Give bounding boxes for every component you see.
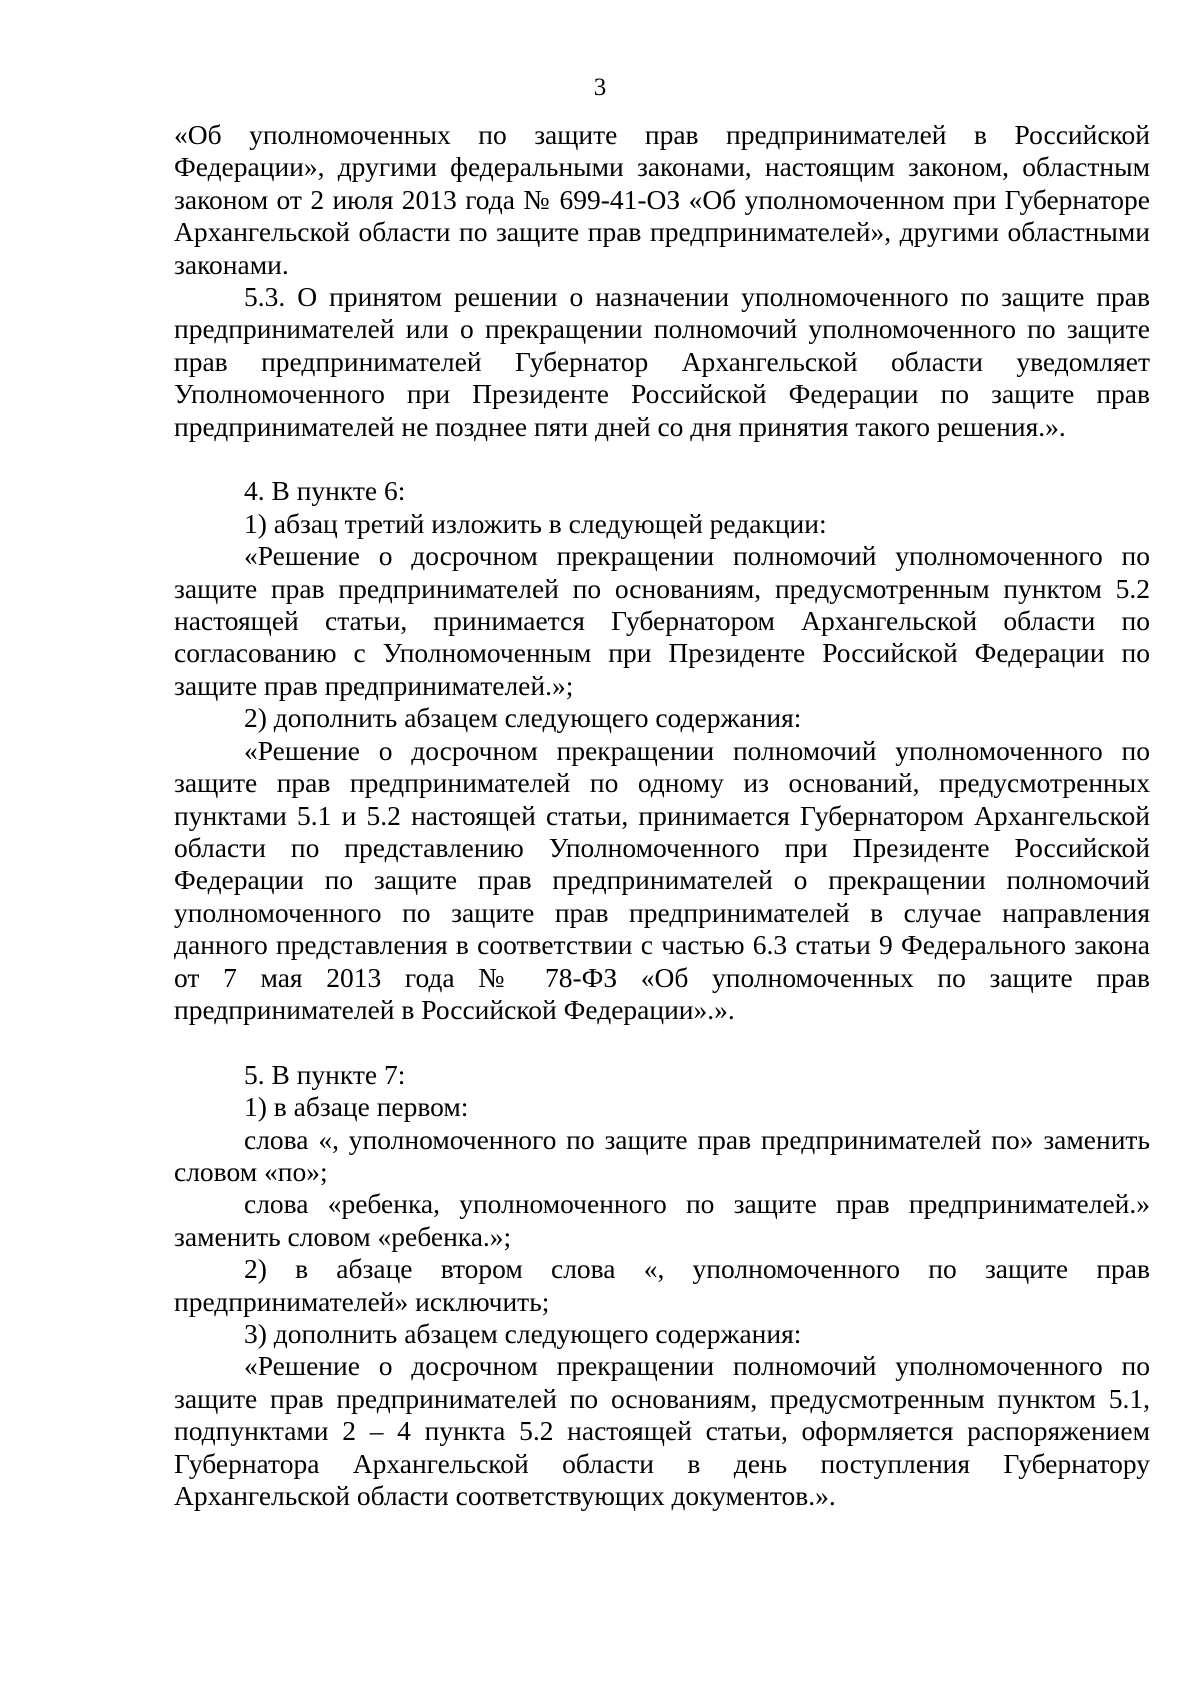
paragraph-5-1: 1) в абзаце первом: <box>244 1091 469 1123</box>
paragraph-4-2: 2) дополнить абзацем следующего содержания: <box>244 702 802 734</box>
paragraph-5-1-words-a: слова «, уполномоченного по защите прав предпринимателей по» заменить словом «по»; <box>174 1123 1150 1187</box>
page-number: 3 <box>593 74 607 101</box>
paragraph-5-1-words-b: слова «ребенка, уполномоченного по защите прав предпринимателей.» заменить словом «ребенка.»; <box>174 1188 1150 1252</box>
paragraph-5-3-quote: «Решение о досрочном прекращении полномочий уполномоченного по защите прав предпринимателей по основаниям, предусмотренным пунктом 5.1, подпунктами 2 – 4 пункта 5.2 настоящей статьи, оформляется распоряжением Губернатора Архангельской области в день поступления Губернатору Архангельской области соответствующих документов.». <box>174 1350 1150 1512</box>
heading-item-5: 5. В пункте 7: <box>244 1058 406 1090</box>
paragraph-4-1: 1) абзац третий изложить в следующей редакции: <box>244 507 827 539</box>
paragraph-4-2-quote: «Решение о досрочном прекращении полномочий уполномоченного по защите прав предпринимателей по одному из оснований, предусмотренных пунктами 5.1 и 5.2 настоящей статьи, принимается Губернатором Архангельской области по представлению Уполномоченного при Президенте Российской Федерации по защите прав предпринимателей о прекращении полномочий уполномоченного по защите прав предпринимателей в случае направления данного представления в соответствии с частью 6.3 статьи 9 Федерального закона от 7 мая 2013 года № 78-ФЗ «Об уполномоченных по защите прав предпринимателей в Российской Федерации».». <box>174 734 1150 1025</box>
paragraph-4-1-quote: «Решение о досрочном прекращении полномочий уполномоченного по защите прав предпринимателей по основаниям, предусмотренным пунктом 5.2 настоящей статьи, принимается Губернатором Архангельской области по согласованию с Уполномоченным при Президенте Российской Федерации по защите прав предпринимателей.»; <box>174 540 1150 701</box>
document-body <box>174 119 1150 1512</box>
paragraph-continuation: «Об уполномоченных по защите прав предпринимателей в Российской Федерации», другими федеральными законами, настоящим законом, областным законом от 2 июля 2013 года № 699-41-ОЗ «Об уполномоченном при Губернаторе Архангельской области по защите прав предпринимателей», другими областными законами. <box>174 119 1150 280</box>
paragraph-5-3-add: 3) дополнить абзацем следующего содержания: <box>244 1318 802 1349</box>
paragraph-5-3: 5.3. О принятом решении о назначении уполномоченного по защите прав предпринимателей или о прекращении полномочий уполномоченного по защите прав предпринимателей Губернатор Архангельской области уведомляет Уполномоченного при Президенте Российской Федерации по защите прав предпринимателей не позднее пяти дней со дня принятия такого решения.». <box>174 281 1150 442</box>
heading-item-4: 4. В пункте 6: <box>244 475 406 507</box>
paragraph-5-2: 2) в абзаце втором слова «, уполномоченного по защите прав предпринимателей» исключить; <box>174 1253 1150 1317</box>
